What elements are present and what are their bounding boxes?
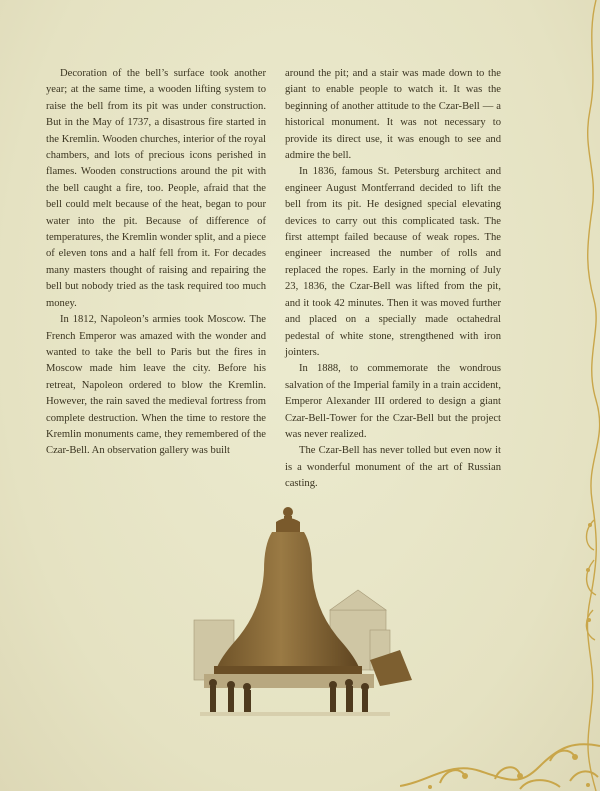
border-ornament-icon: [578, 0, 600, 791]
paragraph: Decoration of the bell’s surface took another year; at the same time, a wooden lifting system to raise the bell from its pit was under construction. But in the May of 1737, a disastrous fire started in the Kremlin. Wooden churches, interior of the royal chambers, and lots of precious icons perished in flames. Wooden constructions around the pit with the bell caught a fire, too. People, afraid that the bell could melt because of the heat, began to pour water into the pit. Because of difference of temperatures, the Kremlin wonder split, and a piece of eleven tons and a half fell from it. For decades many masters thought of raising and repairing the bell but nobody tried as the task required too much money.: [46, 68, 266, 309]
paragraph: In 1888, to commemorate the wondrous salvation of the Imperial family in a train accident, Emperor Alexander III ordered to design a giant Czar-Bell-Tower for the Czar-Bell but the project was never realized.: [285, 363, 501, 440]
paragraph: The Czar-Bell has never tolled but even now it is a wonderful monument of the art of Russian casting.: [285, 445, 501, 490]
text-column-left: [46, 66, 266, 460]
corner-ornament-icon: [400, 721, 600, 791]
paragraph: around the pit; and a stair was made down to the giant to enable people to watch it. It was the beginning of another attitude to the Czar-Bell — a historical monument. It was not necessary to provide its direct use, it was enough to see and admire the bell.: [285, 68, 501, 162]
text-column-right: [285, 66, 501, 493]
czar-bell-illustration: [180, 490, 420, 740]
paragraph: In 1812, Napoleon’s armies took Moscow. The French Emperor was amazed with the wonder and wanted to take the bell to Paris but the fires in Moscow made him leave the city. Before his retreat, Napoleon ordered to blow the Kremlin. However, the rain saved the medieval fortress from complete destruction. When the time to restore the Kremlin monuments came, they remembered of the Czar-Bell. An observation gallery was built: [46, 314, 266, 457]
paragraph: In 1836, famous St. Petersburg architect and engineer August Montferrand decided to lift the bell from its pit. He designed special elevating devices to carry out this complicated task. The first attempt failed because of weak ropes. The engineer increased the number of rolls and replaced the ropes. Early in the morning of July 23, 1836, the Czar-Bell was lifted from the pit, and it took 42 minutes. Then it was moved further and placed on a specially made octahedral pedestal of white stone, strengthened with iron jointers.: [285, 166, 501, 358]
